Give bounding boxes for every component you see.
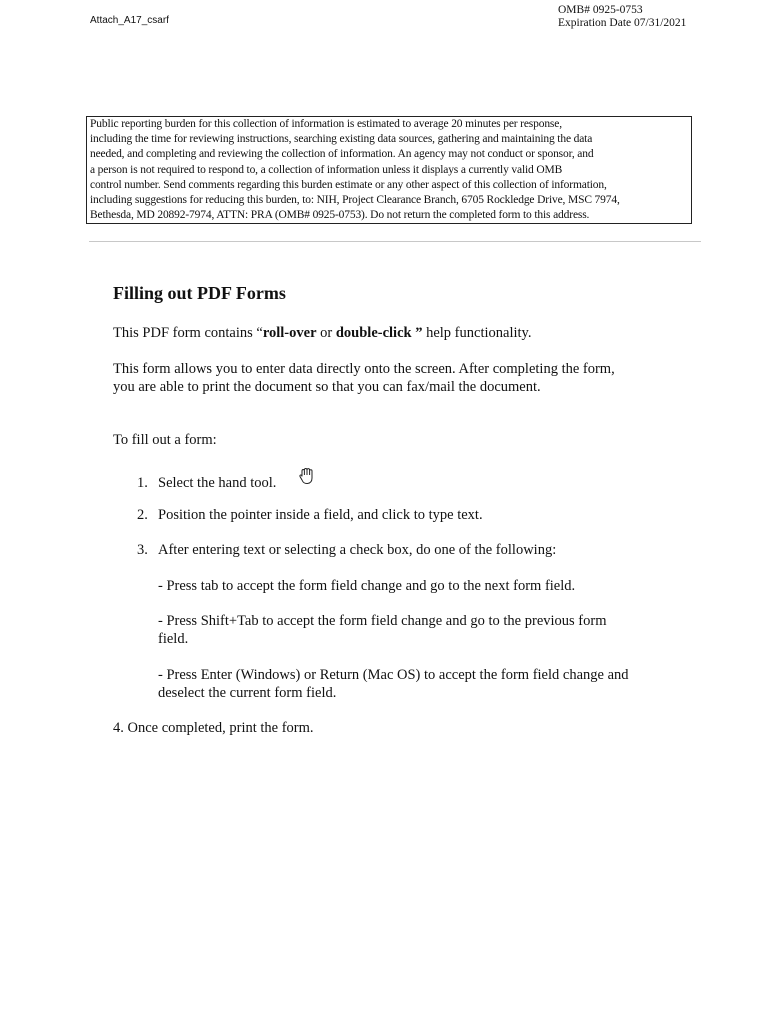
- substep-text: - Press Enter (Windows) or Return (Mac OS) to accept the form field change and deselect the current form field.: [158, 667, 629, 701]
- intro-bold-rollover: roll-over: [262, 325, 317, 341]
- burden-line: Public reporting burden for this collection of information is estimated to average 20 minutes per response,: [90, 118, 562, 130]
- instructions-lead: To fill out a form:: [113, 432, 217, 448]
- attachment-label: Attach_A17_csarf: [90, 15, 169, 26]
- divider: [89, 241, 701, 242]
- burden-line: control number. Send comments regarding this burden estimate or any other aspect of this collection of information,: [90, 178, 607, 191]
- intro-bold-doubleclick: double-click ”: [335, 325, 423, 341]
- burden-line: Bethesda, MD 20892-7974, ATTN: PRA (OMB# 0925-0753). Do not return the completed form to this address.: [90, 209, 590, 222]
- expiration-date: Expiration Date 07/31/2021: [558, 17, 687, 29]
- burden-statement-box: [86, 116, 692, 224]
- step-number: 3.: [137, 542, 148, 558]
- substep-text: - Press tab to accept the form field change and go to the next form field.: [158, 578, 576, 594]
- omb-header: [558, 4, 686, 30]
- intro-paragraph: [113, 324, 531, 342]
- step-2: [0, 506, 770, 526]
- step-4: 4. Once completed, print the form.: [113, 720, 314, 736]
- burden-line: a person is not required to respond to, a collection of information unless it displays a currently valid OMB: [90, 163, 563, 176]
- paragraph-line: This form allows you to enter data directly onto the screen. After completing the form,: [113, 361, 615, 377]
- step-1: [0, 474, 770, 494]
- burden-line: including suggestions for reducing this burden, to: NIH, Project Clearance Branch, 6705 Rockledge Drive, MSC 7974,: [90, 194, 620, 207]
- step-number: 2.: [137, 507, 148, 523]
- substep-shift-tab: [0, 612, 770, 652]
- step-text: Select the hand tool.: [158, 475, 277, 491]
- substep-text: - Press Shift+Tab to accept the form field change and go to the previous form field.: [158, 613, 607, 647]
- data-entry-paragraph: [113, 360, 673, 396]
- burden-line: needed, and completing and reviewing the collection of information. An agency may not conduct or sponsor, and: [90, 148, 594, 161]
- step-text: After entering text or selecting a check box, do one of the following:: [158, 542, 557, 558]
- substep-enter: [0, 666, 770, 706]
- intro-prefix: This PDF form contains “: [113, 325, 263, 341]
- paragraph-line: you are able to print the document so that you can fax/mail the document.: [113, 379, 541, 395]
- step-text: Position the pointer inside a field, and click to type text.: [158, 507, 483, 523]
- step-3: [0, 541, 770, 561]
- hand-icon: [297, 466, 319, 486]
- burden-line: including the time for reviewing instructions, searching existing data sources, gathering and maintaining the data: [90, 133, 593, 146]
- intro-suffix: help functionality.: [422, 325, 532, 341]
- step-number: 1.: [137, 475, 148, 491]
- substep-tab: [0, 577, 770, 597]
- page-title: Filling out PDF Forms: [113, 283, 286, 303]
- omb-number: OMB# 0925-0753: [558, 4, 643, 16]
- intro-mid: or: [316, 325, 336, 341]
